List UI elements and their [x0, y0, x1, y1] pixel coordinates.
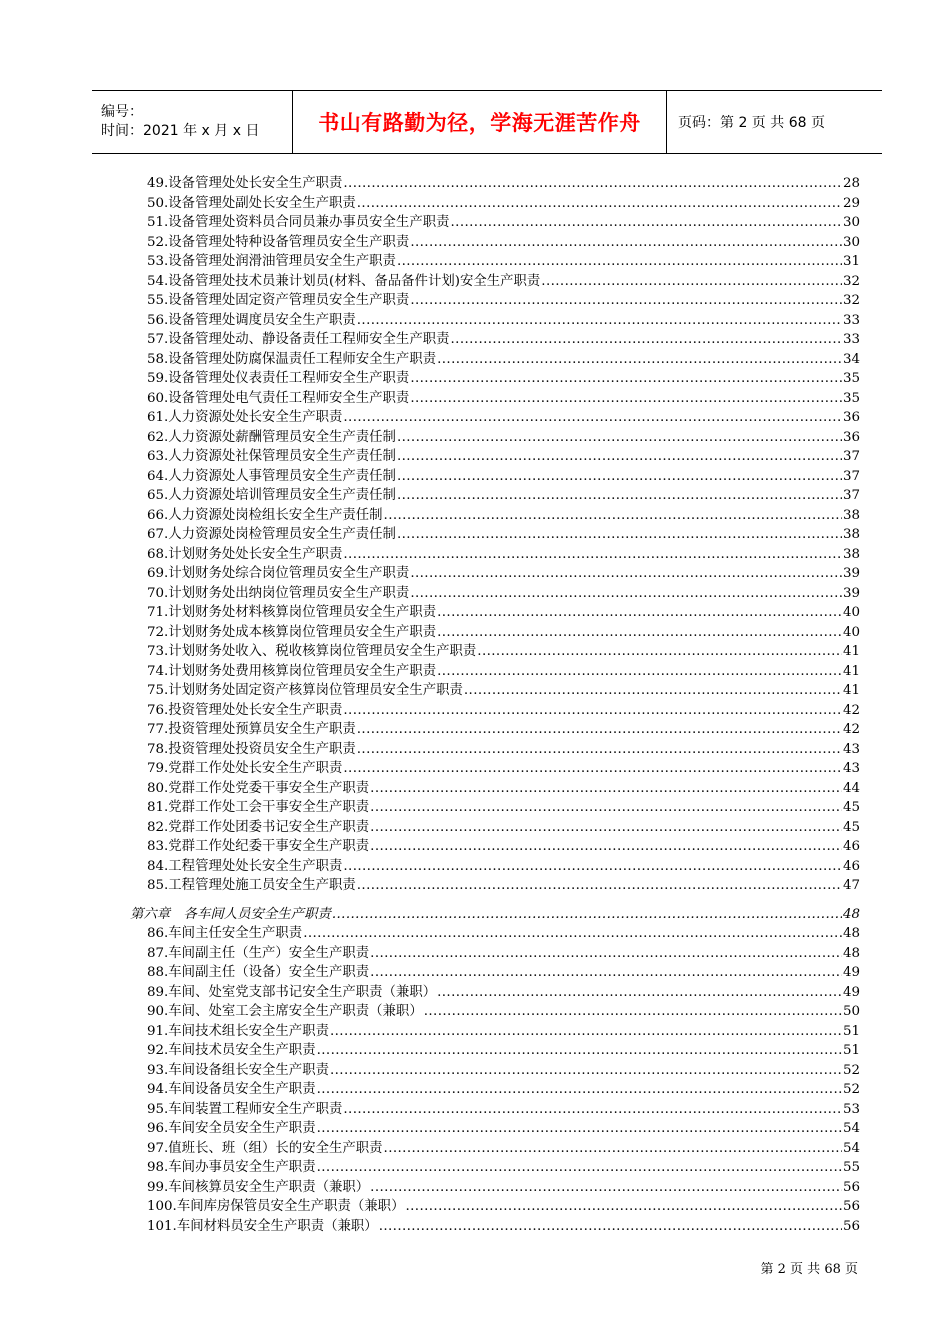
toc-entry[interactable]	[130, 1080, 860, 1100]
toc-dot-leader	[370, 818, 842, 838]
toc-page-number: 28	[842, 176, 860, 191]
toc-entry-title: 95.车间装置工程师安全生产职责	[147, 1101, 343, 1117]
toc-page-number: 56	[842, 1199, 860, 1214]
time-label: 时间：2021 年 x 月 x 日	[101, 123, 260, 139]
toc-dot-leader	[410, 233, 842, 253]
toc-entry-title: 94.车间设备员安全生产职责	[147, 1082, 316, 1097]
toc-dot-leader	[384, 1139, 842, 1159]
toc-page-number: 43	[842, 741, 860, 757]
toc-page-number: 46	[842, 839, 860, 854]
toc-page-number: 42	[842, 722, 860, 737]
toc-page-number: 48	[842, 906, 860, 922]
toc-entry[interactable]	[130, 525, 860, 545]
page-header	[92, 90, 882, 154]
toc-entry-title: 87.车间副主任（生产）安全生产职责	[147, 945, 370, 961]
toc-dot-leader	[437, 603, 842, 623]
toc-entry[interactable]	[130, 1119, 860, 1139]
toc-entry[interactable]	[130, 779, 860, 799]
toc-entry[interactable]	[130, 983, 860, 1003]
toc-entry-title: 62.人力资源处薪酬管理员安全生产责任制	[147, 429, 396, 445]
toc-page-number: 41	[842, 644, 860, 659]
page-footer	[761, 1258, 858, 1277]
toc-entry[interactable]	[130, 603, 860, 623]
toc-dot-leader	[397, 447, 842, 467]
toc-dot-leader	[477, 642, 842, 662]
toc-page-number: 45	[842, 819, 860, 835]
toc-entry-title: 88.车间副主任（设备）安全生产职责	[147, 965, 370, 980]
toc-entry[interactable]	[130, 1178, 860, 1198]
toc-dot-leader	[370, 1178, 842, 1198]
toc-page-number: 35	[842, 371, 860, 386]
toc-page-number: 46	[842, 858, 860, 874]
toc-dot-leader	[332, 905, 842, 925]
toc-entry-title: 53.设备管理处润滑油管理员安全生产职责	[147, 254, 396, 269]
toc-page-number: 36	[842, 410, 860, 425]
toc-entry[interactable]	[130, 837, 860, 857]
toc-entry-title: 58.设备管理处防腐保温责任工程师安全生产职责	[147, 351, 437, 367]
toc-dot-leader	[317, 1080, 842, 1100]
toc-entry-title: 85.工程管理处施工员安全生产职责	[147, 878, 356, 893]
toc-dot-leader	[370, 837, 842, 857]
toc-entry[interactable]	[130, 642, 860, 662]
toc-dot-leader	[370, 963, 842, 983]
toc-page-number: 50	[842, 1004, 860, 1019]
toc-entry-title: 57.设备管理处动、静设备责任工程师安全生产职责	[147, 332, 450, 347]
toc-entry-title: 72.计划财务处成本核算岗位管理员安全生产职责	[147, 624, 437, 640]
toc-dot-leader	[410, 584, 842, 604]
toc-entry[interactable]	[130, 1158, 860, 1178]
toc-entry[interactable]	[130, 662, 860, 682]
toc-dot-leader	[410, 564, 842, 584]
toc-page-number: 43	[842, 761, 860, 776]
toc-chapter-heading[interactable]	[130, 905, 860, 925]
toc-entry-title: 80.党群工作处党委干事安全生产职责	[147, 780, 370, 796]
toc-dot-leader	[397, 525, 842, 545]
toc-page-number: 56	[842, 1218, 860, 1234]
toc-page-number: 39	[842, 585, 860, 601]
toc-entry-title: 83.党群工作处纪委干事安全生产职责	[147, 839, 370, 854]
toc-page-number: 54	[842, 1140, 860, 1156]
toc-dot-leader	[541, 272, 842, 292]
toc-entry-title: 70.计划财务处出纳岗位管理员安全生产职责	[147, 585, 410, 601]
toc-entry-title: 71.计划财务处材料核算岗位管理员安全生产职责	[147, 605, 437, 620]
toc-entry-title: 79.党群工作处处长安全生产职责	[147, 761, 343, 776]
toc-entry-title: 89.车间、处室党支部书记安全生产职责（兼职）	[147, 984, 437, 1000]
toc-dot-leader	[370, 779, 842, 799]
toc-entry[interactable]	[130, 1022, 860, 1042]
toc-entry-title: 55.设备管理处固定资产管理员安全生产职责	[147, 293, 410, 308]
toc-dot-leader	[410, 369, 842, 389]
toc-entry[interactable]	[130, 1217, 860, 1237]
header-motto: 书山有路勤为径，学海无涯苦作舟	[318, 111, 641, 135]
toc-page-number: 38	[842, 546, 860, 562]
toc-entry[interactable]	[130, 1139, 860, 1159]
toc-dot-leader	[464, 681, 842, 701]
toc-page-number: 49	[842, 965, 860, 980]
toc-entry-title: 49.设备管理处处长安全生产职责	[147, 176, 343, 191]
header-page-label: 页码：第 2 页 共 68 页	[678, 115, 825, 131]
toc-entry-title: 67.人力资源处岗检管理员安全生产责任制	[147, 527, 396, 542]
toc-entry[interactable]	[130, 798, 860, 818]
toc-page-number: 48	[842, 945, 860, 961]
header-motto-cell	[293, 91, 667, 153]
toc-page-number: 38	[842, 527, 860, 542]
toc-entry-title: 63.人力资源处社保管理员安全生产责任制	[147, 449, 396, 464]
toc-entry[interactable]	[130, 194, 860, 214]
toc-page-number: 32	[842, 293, 860, 308]
toc-page-number: 51	[842, 1023, 860, 1039]
toc-entry-title: 91.车间技术组长安全生产职责	[147, 1023, 329, 1039]
toc-entry[interactable]	[130, 876, 860, 896]
toc-dot-leader	[357, 740, 842, 760]
toc-entry[interactable]	[130, 963, 860, 983]
toc-entry[interactable]	[130, 564, 860, 584]
toc-dot-leader	[343, 545, 842, 565]
toc-page-number: 44	[842, 780, 860, 796]
toc-entry-title: 75.计划财务处固定资产核算岗位管理员安全生产职责	[147, 683, 463, 698]
toc-page-number: 30	[842, 215, 860, 230]
toc-dot-leader	[437, 662, 842, 682]
toc-dot-leader	[437, 983, 842, 1003]
toc-dot-leader	[370, 944, 842, 964]
toc-page-number: 47	[842, 878, 860, 893]
toc-dot-leader	[317, 1158, 842, 1178]
toc-dot-leader	[317, 1041, 842, 1061]
toc-page-number: 45	[842, 800, 860, 815]
number-label: 编号：	[101, 104, 143, 120]
toc-entry[interactable]	[130, 720, 860, 740]
toc-entry[interactable]	[130, 623, 860, 643]
toc-entry[interactable]	[130, 291, 860, 311]
toc-page-number: 56	[842, 1179, 860, 1195]
toc-entry-title: 65.人力资源处培训管理员安全生产责任制	[147, 488, 396, 503]
toc-dot-leader	[317, 1119, 842, 1139]
toc-page-number: 55	[842, 1160, 860, 1175]
toc-entry-title: 97.值班长、班（组）长的安全生产职责	[147, 1140, 383, 1156]
toc-entry-title: 52.设备管理处特种设备管理员安全生产职责	[147, 234, 410, 250]
toc-entry[interactable]	[130, 213, 860, 233]
toc-entry[interactable]	[130, 428, 860, 448]
toc-dot-leader	[397, 486, 842, 506]
toc-entry-title: 84.工程管理处处长安全生产职责	[147, 858, 343, 874]
toc-entry-title: 第六章 各车间人员安全生产职责	[130, 906, 331, 922]
toc-entry[interactable]	[130, 681, 860, 701]
toc-dot-leader	[397, 467, 842, 487]
toc-page-number: 33	[842, 312, 860, 328]
toc-dot-leader	[343, 701, 842, 721]
toc-dot-leader	[410, 291, 842, 311]
toc-entry-title: 74.计划财务处费用核算岗位管理员安全生产职责	[147, 663, 437, 679]
toc-page-number: 42	[842, 702, 860, 718]
toc-entry[interactable]	[130, 584, 860, 604]
toc-entry-title: 59.设备管理处仪表责任工程师安全生产职责	[147, 371, 410, 386]
toc-entry[interactable]	[130, 467, 860, 487]
toc-entry[interactable]	[130, 330, 860, 350]
toc-dot-leader	[303, 924, 842, 944]
toc-dot-leader	[437, 350, 842, 370]
header-page-cell	[667, 91, 882, 153]
toc-dot-leader	[410, 389, 842, 409]
toc-entry-title: 99.车间核算员安全生产职责（兼职）	[147, 1179, 370, 1195]
toc-page-number: 34	[842, 351, 860, 367]
toc-dot-leader	[357, 194, 842, 214]
toc-entry-title: 73.计划财务处收入、税收核算岗位管理员安全生产职责	[147, 644, 477, 659]
toc-entry[interactable]	[130, 545, 860, 565]
toc-entry-title: 92.车间技术员安全生产职责	[147, 1043, 316, 1058]
toc-dot-leader	[424, 1002, 842, 1022]
toc-page-number: 37	[842, 468, 860, 484]
toc-dot-leader	[343, 408, 842, 428]
toc-page-number: 35	[842, 390, 860, 406]
toc-page-number: 53	[842, 1101, 860, 1117]
toc-dot-leader	[357, 311, 842, 331]
toc-entry-title: 69.计划财务处综合岗位管理员安全生产职责	[147, 566, 410, 581]
toc-entry[interactable]	[130, 1041, 860, 1061]
toc-page-number: 52	[842, 1062, 860, 1078]
toc-dot-leader	[357, 720, 842, 740]
toc-entry-title: 66.人力资源处岗检组长安全生产责任制	[147, 507, 383, 523]
toc-page-number: 29	[842, 195, 860, 211]
toc-entry-title: 78.投资管理处投资员安全生产职责	[147, 741, 356, 757]
toc-entry-title: 54.设备管理处技术员兼计划员(材料、备品备件计划)安全生产职责	[147, 273, 541, 289]
toc-page-number: 52	[842, 1082, 860, 1097]
toc-page-number: 33	[842, 332, 860, 347]
toc-dot-leader	[343, 857, 842, 877]
toc-entry-title: 64.人力资源处人事管理员安全生产责任制	[147, 468, 396, 484]
toc-dot-leader	[343, 759, 842, 779]
toc-entry[interactable]	[130, 350, 860, 370]
toc-entry[interactable]	[130, 389, 860, 409]
toc-page-number: 40	[842, 605, 860, 620]
table-of-contents	[130, 174, 860, 1236]
toc-entry[interactable]	[130, 233, 860, 253]
toc-page-number: 38	[842, 507, 860, 523]
toc-page-number: 41	[842, 663, 860, 679]
toc-entry[interactable]	[130, 924, 860, 944]
toc-entry-title: 76.投资管理处处长安全生产职责	[147, 702, 343, 718]
toc-page-number: 40	[842, 624, 860, 640]
toc-entry-title: 101.车间材料员安全生产职责（兼职）	[147, 1218, 378, 1234]
toc-page-number: 48	[842, 926, 860, 941]
toc-entry-title: 50.设备管理处副处长安全生产职责	[147, 195, 356, 211]
toc-entry[interactable]	[130, 369, 860, 389]
toc-entry-title: 51.设备管理处资料员合同员兼办事员安全生产职责	[147, 215, 450, 230]
toc-dot-leader	[397, 252, 842, 272]
toc-entry-title: 82.党群工作处团委书记安全生产职责	[147, 819, 370, 835]
toc-dot-leader	[451, 330, 842, 350]
toc-page-number: 32	[842, 273, 860, 289]
toc-entry[interactable]	[130, 818, 860, 838]
toc-entry[interactable]	[130, 506, 860, 526]
toc-entry[interactable]	[130, 740, 860, 760]
toc-page-number: 36	[842, 429, 860, 445]
toc-dot-leader	[379, 1217, 842, 1237]
toc-dot-leader	[370, 798, 842, 818]
toc-entry[interactable]	[130, 857, 860, 877]
toc-entry[interactable]	[130, 1061, 860, 1081]
toc-entry[interactable]	[130, 174, 860, 194]
toc-entry[interactable]	[130, 486, 860, 506]
toc-entry-title: 60.设备管理处电气责任工程师安全生产职责	[147, 390, 410, 406]
toc-dot-leader	[384, 506, 842, 526]
toc-page-number: 54	[842, 1121, 860, 1136]
toc-dot-leader	[437, 623, 842, 643]
toc-entry[interactable]	[130, 408, 860, 428]
toc-entry-title: 68.计划财务处处长安全生产职责	[147, 546, 343, 562]
toc-entry[interactable]	[130, 944, 860, 964]
toc-page-number: 51	[842, 1043, 860, 1058]
toc-entry-title: 86.车间主任安全生产职责	[147, 926, 303, 941]
toc-entry-title: 61.人力资源处处长安全生产职责	[147, 410, 343, 425]
toc-page-number: 37	[842, 449, 860, 464]
toc-dot-leader	[397, 428, 842, 448]
toc-entry[interactable]	[130, 311, 860, 331]
toc-page-number: 30	[842, 234, 860, 250]
toc-entry[interactable]	[130, 759, 860, 779]
toc-entry-title: 77.投资管理处预算员安全生产职责	[147, 722, 356, 737]
toc-entry[interactable]	[130, 272, 860, 292]
toc-entry-title: 90.车间、处室工会主席安全生产职责（兼职）	[147, 1004, 423, 1019]
toc-page-number: 49	[842, 984, 860, 1000]
toc-page-number: 41	[842, 683, 860, 698]
toc-page-number: 39	[842, 566, 860, 581]
toc-entry-title: 56.设备管理处调度员安全生产职责	[147, 312, 356, 328]
toc-dot-leader	[343, 1100, 842, 1120]
toc-dot-leader	[330, 1061, 842, 1081]
header-info-cell	[92, 91, 293, 153]
toc-entry[interactable]	[130, 447, 860, 467]
toc-entry-title: 96.车间安全员安全生产职责	[147, 1121, 316, 1136]
toc-entry-title: 98.车间办事员安全生产职责	[147, 1160, 316, 1175]
toc-dot-leader	[405, 1197, 841, 1217]
toc-entry[interactable]	[130, 1002, 860, 1022]
toc-dot-leader	[451, 213, 842, 233]
toc-entry-title: 93.车间设备组长安全生产职责	[147, 1062, 329, 1078]
toc-dot-leader	[330, 1022, 842, 1042]
toc-entry-title: 81.党群工作处工会干事安全生产职责	[147, 800, 370, 815]
toc-dot-leader	[357, 876, 842, 896]
footer-page-number: 第 2 页 共 68 页	[760, 1262, 858, 1277]
toc-page-number: 37	[842, 488, 860, 503]
toc-dot-leader	[343, 174, 842, 194]
toc-entry-title: 100.车间库房保管员安全生产职责（兼职）	[147, 1199, 405, 1214]
toc-entry[interactable]	[130, 1100, 860, 1120]
toc-entry[interactable]	[130, 252, 860, 272]
toc-page-number: 31	[842, 254, 860, 269]
toc-entry[interactable]	[130, 1197, 860, 1217]
toc-entry[interactable]	[130, 701, 860, 721]
